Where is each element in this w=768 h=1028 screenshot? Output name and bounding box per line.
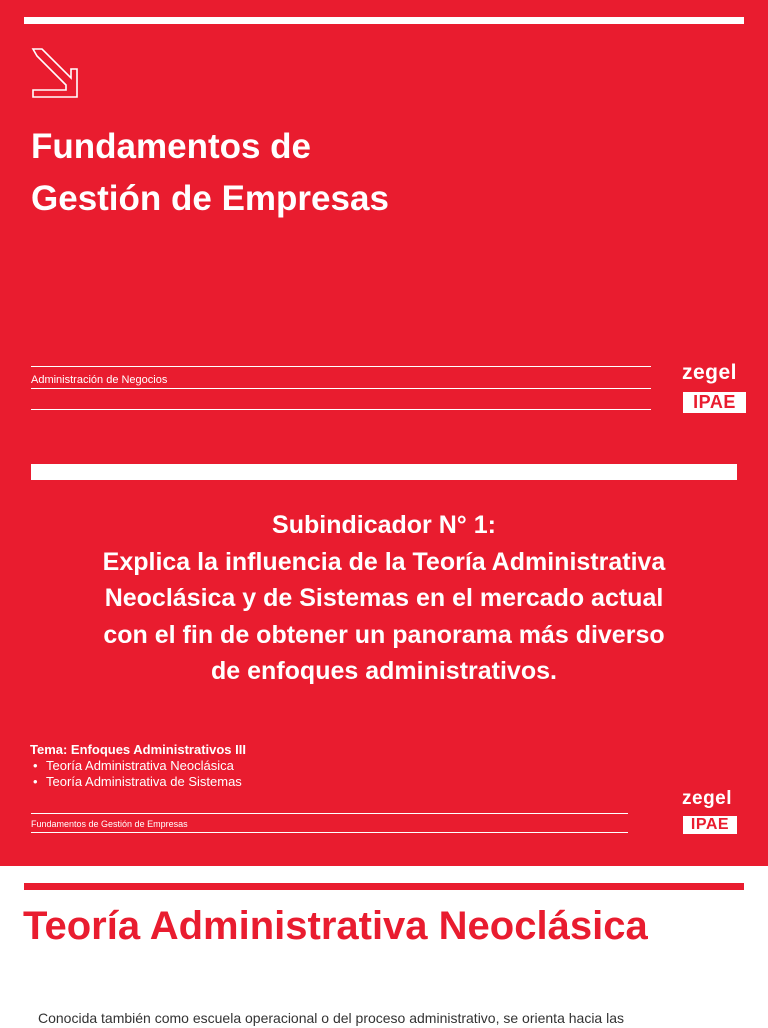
divider-line	[31, 388, 651, 389]
divider-line	[31, 813, 628, 814]
program-name: Administración de Negocios	[31, 374, 168, 386]
top-bar	[31, 464, 737, 480]
divider-line	[31, 832, 628, 833]
section-top-bar	[24, 883, 744, 890]
subindicator-line: Neoclásica y de Sistemas en el mercado actual	[104, 584, 664, 612]
subindicator-slide	[0, 432, 768, 866]
course-title-line-2: Gestión de Empresas	[31, 179, 389, 218]
cover-slide	[0, 0, 768, 432]
subindicator-line: Explica la influencia de la Teoría Administrativa	[102, 547, 666, 576]
course-title	[31, 121, 631, 225]
divider-line	[31, 409, 651, 410]
section-title: Teoría Administrativa Neoclásica	[23, 904, 648, 948]
zegel-logo-text: zegel	[682, 788, 733, 809]
topic-title: Tema: Enfoques Administrativos III	[30, 742, 246, 757]
divider-line	[31, 366, 651, 367]
subindicator-line: de enfoques administrativos.	[211, 657, 557, 685]
ipae-logo-box: IPAE	[683, 816, 737, 834]
zegel-logo-text: zegel	[682, 361, 738, 384]
subindicator-line: con el fin de obtener un panorama más diverso	[103, 620, 665, 649]
topic-block	[30, 742, 246, 790]
arrow-down-right-icon	[31, 47, 79, 99]
course-name: Fundamentos de Gestión de Empresas	[31, 819, 188, 829]
course-title-line-1: Fundamentos de	[31, 127, 312, 166]
ipae-logo-box: IPAE	[683, 392, 746, 413]
subindicator-text	[0, 507, 768, 690]
subindicator-line: Subindicador N° 1:	[272, 511, 496, 539]
list-item: • Teoría Administrativa de Sistemas	[30, 774, 246, 790]
topic-list	[30, 758, 246, 790]
top-bar	[24, 17, 744, 24]
list-item: • Teoría Administrativa Neoclásica	[30, 758, 246, 774]
body-paragraph: Conocida también como escuela operacional o del proceso administrativo, se orienta hacia las	[38, 1010, 624, 1026]
